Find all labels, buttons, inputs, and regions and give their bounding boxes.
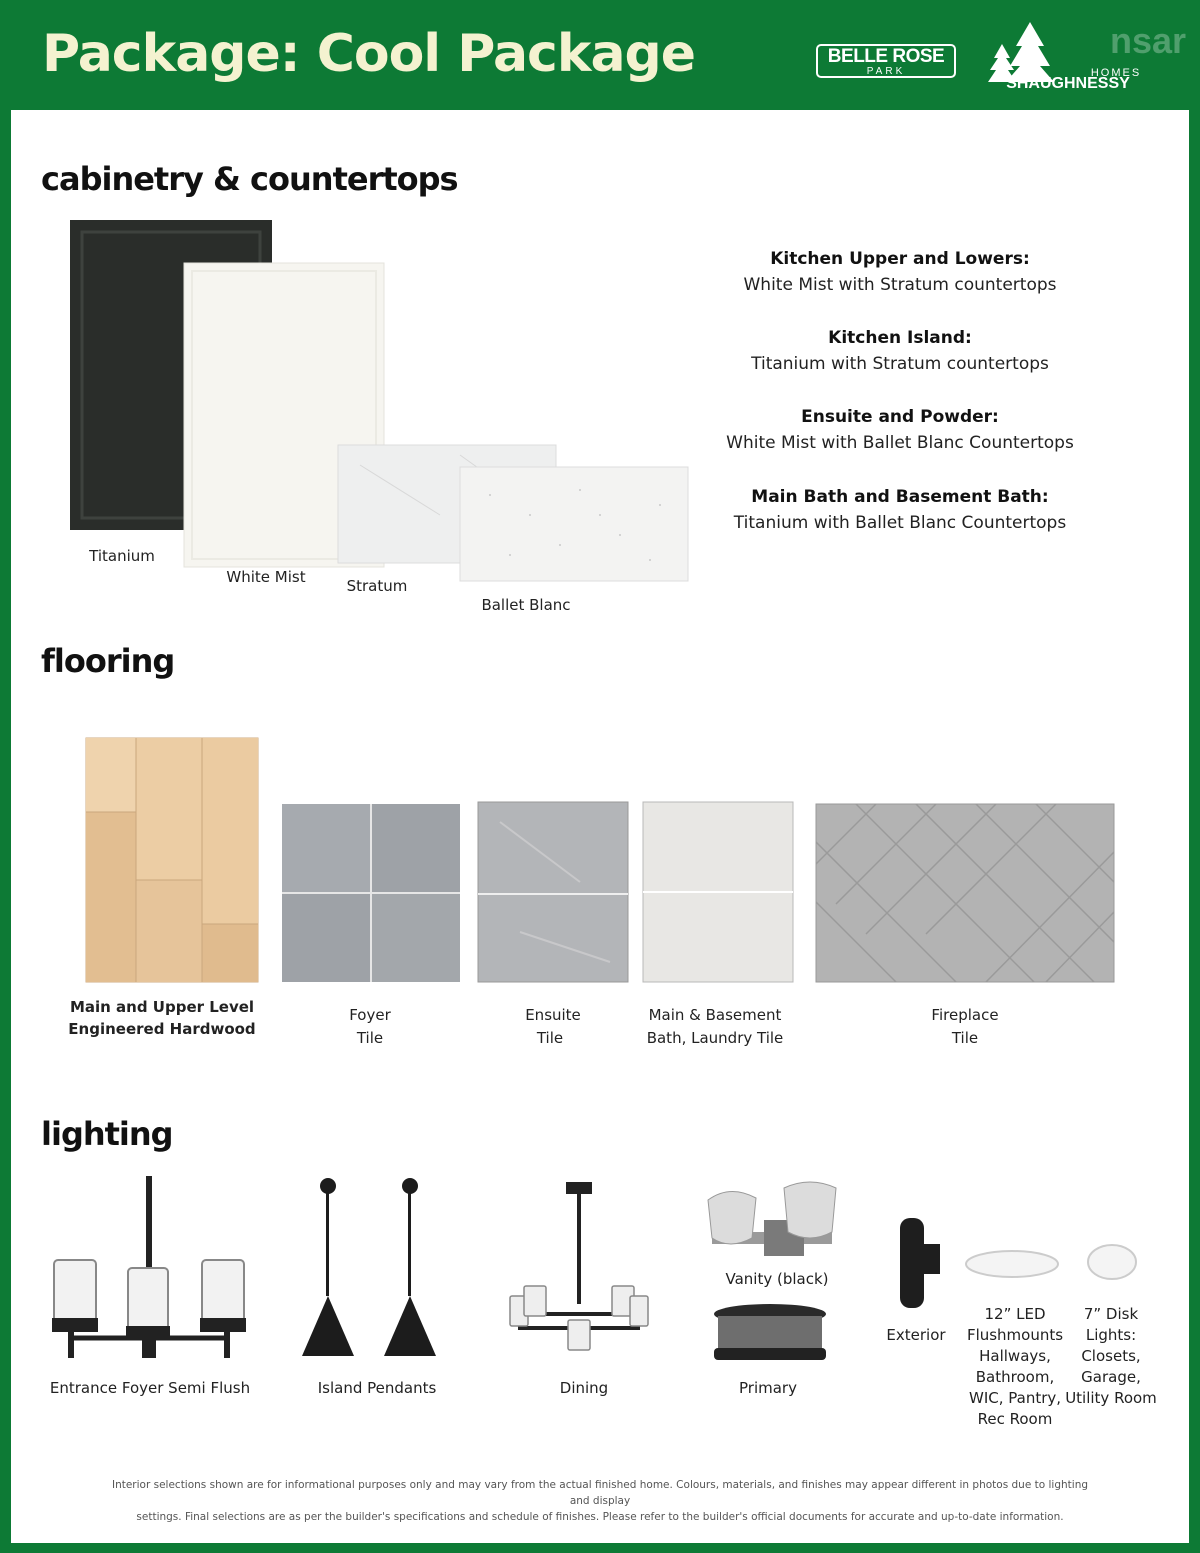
white-mist-label: White Mist xyxy=(226,568,306,586)
spec-main-basement-bath xyxy=(700,484,1100,536)
flushmount-line: Rec Room xyxy=(977,1410,1053,1428)
dining-label: Dining xyxy=(559,1379,609,1397)
ensuite-tile-label-line1: Ensuite xyxy=(525,1006,581,1024)
bath-laundry-label-line2: Bath, Laundry Tile xyxy=(646,1029,784,1047)
spec-kitchen-island xyxy=(700,325,1100,377)
disk-light-icon xyxy=(1088,1245,1136,1279)
exterior-sconce-icon xyxy=(900,1218,940,1308)
entrance-semi-flush-icon xyxy=(52,1176,246,1358)
disk-light-label xyxy=(1064,1304,1158,1409)
page-title: Package: Cool Package xyxy=(42,24,696,84)
fireplace-tile-swatch xyxy=(816,804,1114,982)
belle-rose-park-logo xyxy=(816,44,956,78)
spec-label: Main Bath and Basement Bath: xyxy=(751,487,1049,507)
belle-rose-logo-line2: PARK xyxy=(866,66,906,77)
disclaimer-line2: settings. Final selections are as per the builder's specifications and schedule of finishes. Please refer to the builder's official documents for accurate and up-to-date information. xyxy=(136,1511,1064,1523)
nsar-watermark: nsar xyxy=(1109,20,1186,61)
flushmount-line: Hallways, xyxy=(979,1347,1051,1365)
island-pendants-icon xyxy=(302,1178,436,1356)
hardwood-label-line1: Main and Upper Level xyxy=(69,998,255,1016)
foyer-tile-label-line2: Tile xyxy=(356,1029,384,1047)
exterior-label: Exterior xyxy=(886,1326,946,1344)
ensuite-tile-label-line2: Tile xyxy=(536,1029,564,1047)
primary-flush-light-icon xyxy=(714,1304,826,1360)
stratum-label: Stratum xyxy=(346,577,408,595)
vanity-light-icon xyxy=(708,1182,836,1256)
logo-shaughnessy-text: SHAUGHNESSY xyxy=(1006,75,1130,92)
tree-icon xyxy=(988,22,1054,82)
foyer-tile-swatch xyxy=(282,804,460,982)
bath-laundry-label-line1: Main & Basement xyxy=(648,1006,782,1024)
lighting-heading: lighting xyxy=(41,1115,173,1153)
entrance-foyer-label: Entrance Foyer Semi Flush xyxy=(49,1379,251,1397)
spec-label: Kitchen Island: xyxy=(828,328,972,348)
dining-chandelier-icon xyxy=(510,1182,648,1350)
spec-label: Ensuite and Powder: xyxy=(801,407,999,427)
disclaimer xyxy=(110,1477,1090,1525)
fireplace-tile-label-line2: Tile xyxy=(951,1029,979,1047)
ballet-blanc-label: Ballet Blanc xyxy=(481,596,571,614)
spec-value: Titanium with Ballet Blanc Countertops xyxy=(733,513,1067,533)
spec-label: Kitchen Upper and Lowers: xyxy=(770,249,1030,269)
disk-light-line: Garage, xyxy=(1081,1368,1141,1386)
spec-kitchen-upper-lowers xyxy=(700,246,1100,298)
flooring-heading: flooring xyxy=(41,642,175,680)
disk-light-line: Utility Room xyxy=(1065,1389,1157,1407)
flushmount-line: Bathroom, xyxy=(975,1368,1055,1386)
flushmount-label xyxy=(960,1304,1070,1430)
primary-label: Primary xyxy=(739,1379,797,1397)
disk-light-line: 7” Disk xyxy=(1083,1305,1139,1323)
spec-value: White Mist with Ballet Blanc Countertops xyxy=(726,433,1074,453)
vanity-label: Vanity (black) xyxy=(725,1270,829,1288)
shaughnessy-homes-logo xyxy=(986,18,1186,98)
island-pendants-label: Island Pendants xyxy=(317,1379,437,1397)
titanium-label: Titanium xyxy=(89,547,155,565)
disk-light-line: Closets, xyxy=(1081,1347,1141,1365)
spec-ensuite-powder xyxy=(700,404,1100,456)
spec-value: White Mist with Stratum countertops xyxy=(743,275,1057,295)
hardwood-label-line2: Engineered Hardwood xyxy=(68,1020,256,1038)
foyer-tile-label-line1: Foyer xyxy=(349,1006,391,1024)
fireplace-tile-label-line1: Fireplace xyxy=(931,1006,999,1024)
ballet-blanc-swatch xyxy=(460,467,688,581)
logo-homes-text: HOMES xyxy=(1090,67,1142,79)
flushmount-line: WIC, Pantry, xyxy=(968,1389,1062,1407)
bath-laundry-tile-swatch xyxy=(643,802,793,982)
cabinet-swatches xyxy=(60,215,700,595)
hardwood-swatch xyxy=(86,738,258,982)
flushmount-line: 12” LED xyxy=(984,1305,1046,1323)
flushmount-line: Flushmounts xyxy=(966,1326,1064,1344)
ensuite-tile-swatch xyxy=(478,802,628,982)
disclaimer-line1: Interior selections shown are for informational purposes only and may vary from the actual finished home. Colours, materials, and finishes may appear different in photos due to lighting and display xyxy=(111,1479,1089,1507)
header xyxy=(0,0,1200,110)
belle-rose-logo-line1: BELLE ROSE xyxy=(827,46,945,67)
disk-light-line: Lights: xyxy=(1085,1326,1137,1344)
flushmount-led-icon xyxy=(966,1251,1058,1277)
flooring-swatches xyxy=(80,732,1120,988)
cabinetry-heading: cabinetry & countertops xyxy=(41,160,458,198)
spec-value: Titanium with Stratum countertops xyxy=(751,354,1049,374)
